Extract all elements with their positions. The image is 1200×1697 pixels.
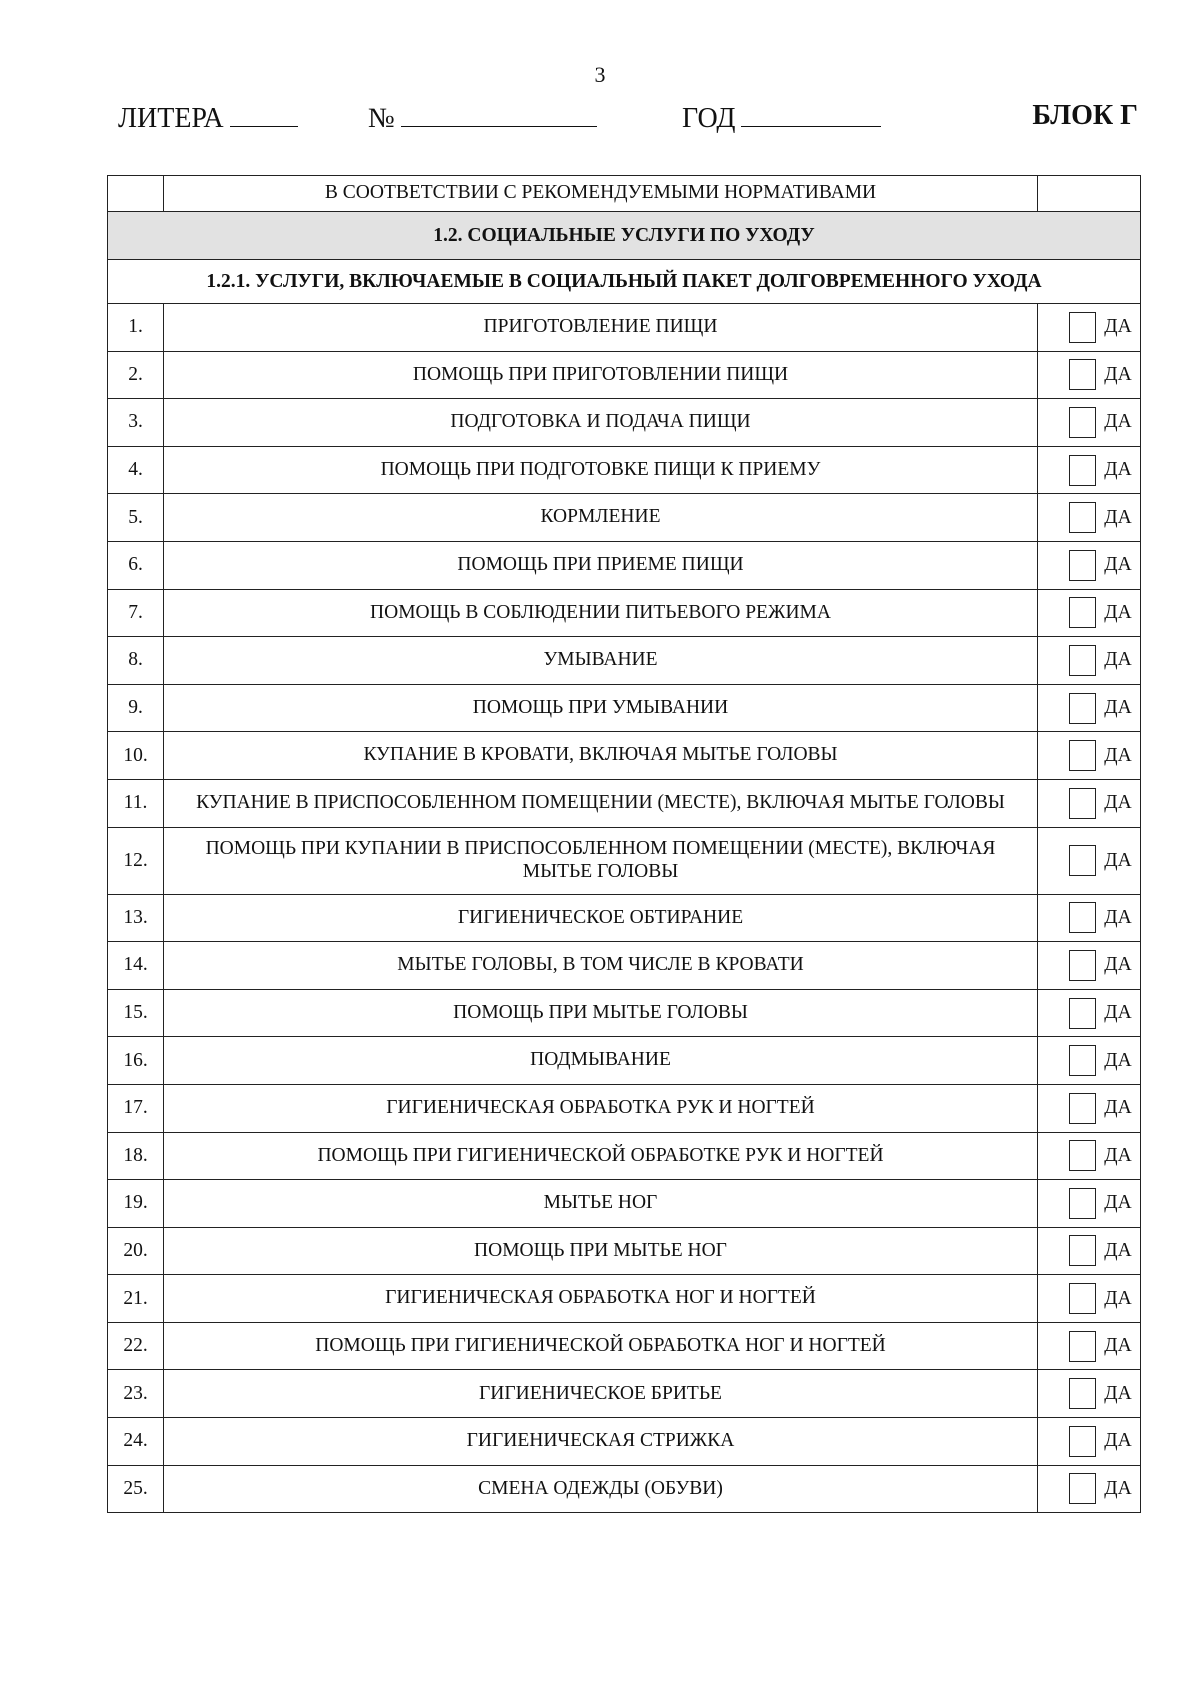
item-check-cell <box>1038 589 1141 637</box>
item-label: ГИГИЕНИЧЕСКОЕ БРИТЬЕ <box>164 1370 1038 1418</box>
item-number: 1. <box>108 304 164 352</box>
year-label: ГОД <box>682 103 736 134</box>
yes-checkbox[interactable] <box>1069 1473 1096 1504</box>
table-row <box>108 1132 1141 1180</box>
item-label: МЫТЬЕ НОГ <box>164 1180 1038 1228</box>
table-row <box>108 1418 1141 1466</box>
item-check-cell <box>1038 827 1141 894</box>
item-check-cell <box>1038 541 1141 589</box>
table-row <box>108 989 1141 1037</box>
item-check-cell <box>1038 1370 1141 1418</box>
table-row <box>108 779 1141 827</box>
table-row <box>108 351 1141 399</box>
item-number: 8. <box>108 637 164 685</box>
yes-label: ДА <box>1104 1287 1132 1309</box>
table-row <box>108 894 1141 942</box>
item-label: ГИГИЕНИЧЕСКОЕ ОБТИРАНИЕ <box>164 894 1038 942</box>
yes-checkbox[interactable] <box>1069 597 1096 628</box>
table-row <box>108 589 1141 637</box>
item-label: ГИГИЕНИЧЕСКАЯ СТРИЖКА <box>164 1418 1038 1466</box>
item-check-cell <box>1038 446 1141 494</box>
item-number: 13. <box>108 894 164 942</box>
item-label: ГИГИЕНИЧЕСКАЯ ОБРАБОТКА НОГ И НОГТЕЙ <box>164 1275 1038 1323</box>
item-number: 23. <box>108 1370 164 1418</box>
item-check-cell <box>1038 942 1141 990</box>
item-number: 2. <box>108 351 164 399</box>
yes-checkbox[interactable] <box>1069 998 1096 1029</box>
yes-label: ДА <box>1104 1049 1132 1071</box>
item-number: 4. <box>108 446 164 494</box>
item-number: 20. <box>108 1227 164 1275</box>
yes-checkbox[interactable] <box>1069 1235 1096 1266</box>
litera-field <box>118 100 298 135</box>
table-row <box>108 494 1141 542</box>
item-number: 24. <box>108 1418 164 1466</box>
yes-label: ДА <box>1104 697 1132 719</box>
table-row <box>108 1227 1141 1275</box>
form-header <box>118 100 1138 140</box>
yes-checkbox[interactable] <box>1069 455 1096 486</box>
yes-label: ДА <box>1104 849 1132 871</box>
yes-checkbox[interactable] <box>1069 902 1096 933</box>
table-row <box>108 1275 1141 1323</box>
item-label: ПОМОЩЬ ПРИ МЫТЬЕ ГОЛОВЫ <box>164 989 1038 1037</box>
table-row <box>108 1465 1141 1513</box>
litera-label: ЛИТЕРА <box>118 103 224 134</box>
table-row <box>108 541 1141 589</box>
item-number: 17. <box>108 1084 164 1132</box>
item-label: ПОМОЩЬ ПРИ КУПАНИИ В ПРИСПОСОБЛЕННОМ ПОМЕЩЕНИИ (МЕСТЕ), ВКЛЮЧАЯ МЫТЬЕ ГОЛОВЫ <box>164 827 1038 894</box>
item-check-cell <box>1038 779 1141 827</box>
item-check-cell <box>1038 637 1141 685</box>
item-number: 11. <box>108 779 164 827</box>
section-row <box>108 212 1141 260</box>
table-row <box>108 1180 1141 1228</box>
item-label: ПОМОЩЬ В СОБЛЮДЕНИИ ПИТЬЕВОГО РЕЖИМА <box>164 589 1038 637</box>
yes-label: ДА <box>1104 1002 1132 1024</box>
item-number: 5. <box>108 494 164 542</box>
year-field <box>682 100 881 135</box>
top-row <box>108 176 1141 212</box>
item-check-cell <box>1038 684 1141 732</box>
item-number: 21. <box>108 1275 164 1323</box>
item-check-cell <box>1038 732 1141 780</box>
item-check-cell <box>1038 1322 1141 1370</box>
table-row <box>108 399 1141 447</box>
item-check-cell <box>1038 1275 1141 1323</box>
yes-label: ДА <box>1104 1144 1132 1166</box>
item-label: ПОДМЫВАНИЕ <box>164 1037 1038 1085</box>
yes-checkbox[interactable] <box>1069 1188 1096 1219</box>
yes-checkbox[interactable] <box>1069 502 1096 533</box>
item-label: ПОМОЩЬ ПРИ ПОДГОТОВКЕ ПИЩИ К ПРИЕМУ <box>164 446 1038 494</box>
item-check-cell <box>1038 1132 1141 1180</box>
item-label: ПРИГОТОВЛЕНИЕ ПИЩИ <box>164 304 1038 352</box>
yes-label: ДА <box>1104 411 1132 433</box>
item-number: 10. <box>108 732 164 780</box>
litera-blank[interactable] <box>230 100 298 127</box>
item-check-cell <box>1038 989 1141 1037</box>
yes-checkbox[interactable] <box>1069 645 1096 676</box>
item-number: 25. <box>108 1465 164 1513</box>
yes-label: ДА <box>1104 1477 1132 1499</box>
number-blank[interactable] <box>401 100 597 127</box>
yes-checkbox[interactable] <box>1069 788 1096 819</box>
item-number: 18. <box>108 1132 164 1180</box>
item-check-cell <box>1038 1418 1141 1466</box>
yes-checkbox[interactable] <box>1069 950 1096 981</box>
item-number: 19. <box>108 1180 164 1228</box>
year-blank[interactable] <box>741 100 881 127</box>
services-table <box>107 175 1141 1513</box>
block-label: БЛОК Г <box>1032 100 1138 131</box>
yes-checkbox[interactable] <box>1069 1378 1096 1409</box>
yes-checkbox[interactable] <box>1069 740 1096 771</box>
item-check-cell <box>1038 1084 1141 1132</box>
number-label: № <box>368 103 395 134</box>
yes-label: ДА <box>1104 601 1132 623</box>
top-row-label: В СООТВЕТСТВИИ С РЕКОМЕНДУЕМЫМИ НОРМАТИВАМИ <box>164 176 1038 212</box>
item-check-cell <box>1038 894 1141 942</box>
yes-label: ДА <box>1104 744 1132 766</box>
yes-checkbox[interactable] <box>1069 845 1096 876</box>
table-row <box>108 942 1141 990</box>
item-label: ПОМОЩЬ ПРИ ПРИЕМЕ ПИЩИ <box>164 541 1038 589</box>
item-label: МЫТЬЕ ГОЛОВЫ, В ТОМ ЧИСЛЕ В КРОВАТИ <box>164 942 1038 990</box>
item-number: 9. <box>108 684 164 732</box>
item-number: 22. <box>108 1322 164 1370</box>
yes-checkbox[interactable] <box>1069 693 1096 724</box>
subsection-title: 1.2.1. УСЛУГИ, ВКЛЮЧАЕМЫЕ В СОЦИАЛЬНЫЙ ПАКЕТ ДОЛГОВРЕМЕННОГО УХОДА <box>108 260 1141 304</box>
yes-label: ДА <box>1104 459 1132 481</box>
item-check-cell <box>1038 1465 1141 1513</box>
item-check-cell <box>1038 399 1141 447</box>
yes-label: ДА <box>1104 506 1132 528</box>
item-label: ПОМОЩЬ ПРИ ПРИГОТОВЛЕНИИ ПИЩИ <box>164 351 1038 399</box>
item-label: ПОДГОТОВКА И ПОДАЧА ПИЩИ <box>164 399 1038 447</box>
table-row <box>108 304 1141 352</box>
top-row-num-cell <box>108 176 164 212</box>
item-number: 6. <box>108 541 164 589</box>
yes-label: ДА <box>1104 1239 1132 1261</box>
item-check-cell <box>1038 304 1141 352</box>
item-check-cell <box>1038 351 1141 399</box>
item-label: ПОМОЩЬ ПРИ ГИГИЕНИЧЕСКОЙ ОБРАБОТКА НОГ И НОГТЕЙ <box>164 1322 1038 1370</box>
yes-label: ДА <box>1104 316 1132 338</box>
table-row <box>108 684 1141 732</box>
item-label: ГИГИЕНИЧЕСКАЯ ОБРАБОТКА РУК И НОГТЕЙ <box>164 1084 1038 1132</box>
yes-label: ДА <box>1104 649 1132 671</box>
table-row <box>108 637 1141 685</box>
yes-label: ДА <box>1104 1335 1132 1357</box>
item-number: 15. <box>108 989 164 1037</box>
item-label: КУПАНИЕ В КРОВАТИ, ВКЛЮЧАЯ МЫТЬЕ ГОЛОВЫ <box>164 732 1038 780</box>
yes-checkbox[interactable] <box>1069 359 1096 390</box>
yes-label: ДА <box>1104 954 1132 976</box>
item-label: ПОМОЩЬ ПРИ ГИГИЕНИЧЕСКОЙ ОБРАБОТКЕ РУК И НОГТЕЙ <box>164 1132 1038 1180</box>
table-row <box>108 1322 1141 1370</box>
yes-label: ДА <box>1104 1382 1132 1404</box>
yes-label: ДА <box>1104 1097 1132 1119</box>
item-number: 12. <box>108 827 164 894</box>
item-label: КУПАНИЕ В ПРИСПОСОБЛЕННОМ ПОМЕЩЕНИИ (МЕСТЕ), ВКЛЮЧАЯ МЫТЬЕ ГОЛОВЫ <box>164 779 1038 827</box>
top-row-check-cell <box>1038 176 1141 212</box>
item-check-cell <box>1038 1180 1141 1228</box>
table-row <box>108 827 1141 894</box>
yes-checkbox[interactable] <box>1069 1331 1096 1362</box>
table-row <box>108 1037 1141 1085</box>
yes-checkbox[interactable] <box>1069 550 1096 581</box>
item-number: 7. <box>108 589 164 637</box>
yes-label: ДА <box>1104 906 1132 928</box>
yes-checkbox[interactable] <box>1069 407 1096 438</box>
yes-label: ДА <box>1104 363 1132 385</box>
table-row <box>108 1370 1141 1418</box>
page-number: 3 <box>594 62 606 87</box>
table-row <box>108 1084 1141 1132</box>
item-number: 3. <box>108 399 164 447</box>
yes-checkbox[interactable] <box>1069 1283 1096 1314</box>
yes-label: ДА <box>1104 554 1132 576</box>
yes-checkbox[interactable] <box>1069 1045 1096 1076</box>
yes-label: ДА <box>1104 792 1132 814</box>
item-label: УМЫВАНИЕ <box>164 637 1038 685</box>
item-number: 16. <box>108 1037 164 1085</box>
yes-checkbox[interactable] <box>1069 1093 1096 1124</box>
yes-checkbox[interactable] <box>1069 1426 1096 1457</box>
section-title: 1.2. СОЦИАЛЬНЫЕ УСЛУГИ ПО УХОДУ <box>108 212 1141 260</box>
item-number: 14. <box>108 942 164 990</box>
yes-checkbox[interactable] <box>1069 312 1096 343</box>
item-check-cell <box>1038 494 1141 542</box>
item-label: ПОМОЩЬ ПРИ УМЫВАНИИ <box>164 684 1038 732</box>
item-check-cell <box>1038 1227 1141 1275</box>
table-row <box>108 446 1141 494</box>
yes-label: ДА <box>1104 1430 1132 1452</box>
number-field <box>368 100 597 135</box>
subsection-row <box>108 260 1141 304</box>
item-label: СМЕНА ОДЕЖДЫ (ОБУВИ) <box>164 1465 1038 1513</box>
table-row <box>108 732 1141 780</box>
yes-checkbox[interactable] <box>1069 1140 1096 1171</box>
item-label: ПОМОЩЬ ПРИ МЫТЬЕ НОГ <box>164 1227 1038 1275</box>
yes-label: ДА <box>1104 1192 1132 1214</box>
item-check-cell <box>1038 1037 1141 1085</box>
item-label: КОРМЛЕНИЕ <box>164 494 1038 542</box>
